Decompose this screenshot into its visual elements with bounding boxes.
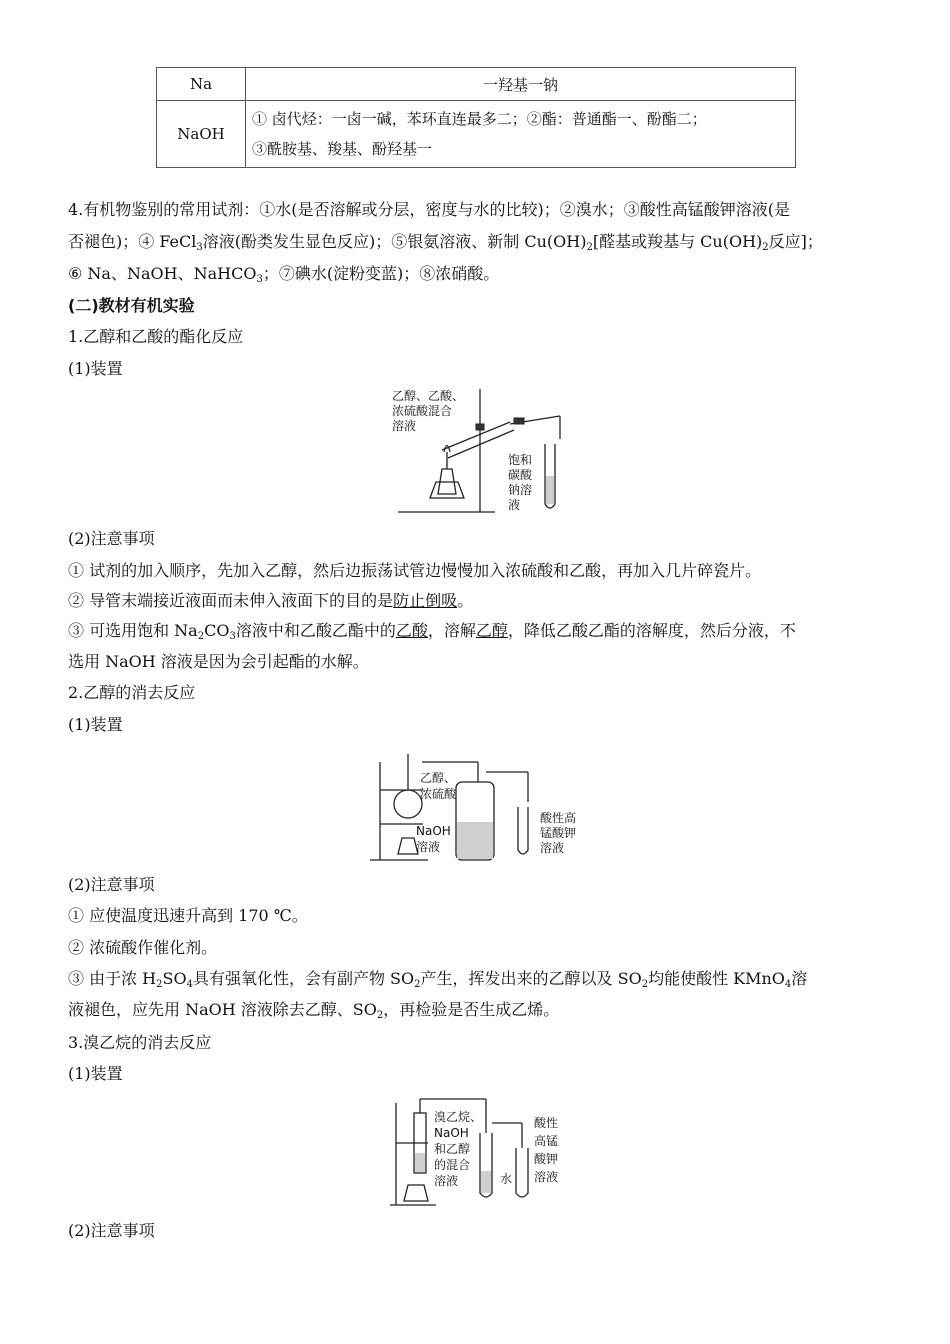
esterification-apparatus-diagram [390,384,590,519]
diagram-label: 酸性高 [540,811,577,825]
text: [醛基或羧基与 Cu(OH) [592,232,763,251]
diagram-label: 乙醇、 [420,771,457,785]
flask [394,790,422,818]
receiver-liquid [546,476,554,504]
paragraph-line: 选用 NaOH 溶液是因为会引起酯的水解。 [68,652,369,671]
paragraph-line: ② 浓硫酸作催化剂。 [68,938,218,957]
subheading: (2)注意事项 [68,529,155,548]
diagram-label: 酸性 [534,1116,559,1130]
table-cell-line: ① 卤代烃：一卤一碱，苯环直连最多二；②酯：普通酯一、酚酯二； [252,110,707,128]
paragraph-line [68,615,888,646]
naoh-solution [457,822,493,859]
table-cell-line: ③酰胺基、羧基、酚羟基一 [252,140,433,158]
text: ② 导管末端接近液面而未伸入液面下的目的是 [68,591,394,610]
table-cell-key: Na [157,68,246,101]
lamp-stand [430,482,464,498]
reagent-table [156,67,796,168]
diagram-label: 的混合 [434,1158,471,1172]
paragraph-line [68,258,888,289]
reaction-liquid [415,1153,425,1172]
text: 液褪色，应先用 NaOH 溶液除去乙醇、SO [68,1000,377,1019]
paragraph-line: ① 试剂的加入顺序，先加入乙醇，然后边振荡试管边慢慢加入浓硫酸和乙酸，再加入几片碎瓷片。 [68,561,762,580]
experiment-title: 1.乙醇和乙酸的酯化反应 [68,327,244,346]
diagram-label: 和乙醇 [434,1142,471,1156]
text: SO [162,969,187,988]
paragraph-line [68,194,888,225]
test-tube [518,807,528,854]
text: 具有强氧化性，会有副产物 SO [192,969,415,988]
elimination-apparatus-diagram [368,742,588,864]
subscript: 2 [156,979,163,990]
underlined-answer: 防止倒吸 [393,591,458,610]
diagram-label: 饱和 [508,453,533,467]
diagram-label: 浓硫酸混合 [392,404,453,418]
diagram-label: 溶液 [416,840,441,854]
subscript: 3 [256,274,263,285]
text: CO [204,621,230,640]
connector [514,418,524,424]
subscript: 4 [186,979,193,990]
diagram-label: 乙醇、乙酸、 [392,389,465,403]
water [481,1171,491,1193]
diagram-label: 钠溶 [508,483,533,497]
subscript: 3 [229,631,236,642]
subheading: (1)装置 [68,1064,123,1083]
bromoethane-apparatus-diagram [388,1093,573,1208]
subscript: 2 [641,979,649,990]
paragraph-line [68,585,888,616]
diagram-label: 溶液 [540,841,565,855]
text: ，降低乙酸乙酯的溶解度，然后分液，不 [507,621,796,640]
subscript: 2 [762,242,769,253]
diagram-label: 浓硫酸 [420,787,457,801]
diagram-label: 溶液 [392,419,417,433]
diagram-label: NaOH [416,824,451,838]
table-cell-key: NaOH [157,101,246,168]
diagram-label: 高锰 [534,1134,559,1148]
diagram-label: 溴乙烷、 [434,1110,483,1124]
experiment-title: 2.乙醇的消去反应 [68,683,196,702]
diagram-label: 锰酸钾 [540,826,577,840]
diagram-label: 酸钾 [534,1152,559,1166]
subscript: 3 [196,242,203,253]
diagram-label: 碳酸 [508,468,533,482]
paragraph-line: ① 应使温度迅速升高到 170 ℃。 [68,906,308,925]
paragraph-line [68,994,888,1025]
alcohol-lamp [404,1185,428,1201]
subheading: (1)装置 [68,359,123,378]
subheading: (1)装置 [68,715,123,734]
text: ③ 由于浓 H [68,969,157,988]
subscript: 2 [414,979,421,990]
subscript: 2 [197,631,205,642]
text: ，再检验是否生成乙烯。 [383,1000,560,1019]
text: 4.有机物鉴别的常用试剂：①水(是否溶解或分层，密度与水的比较)；②溴水；③酸性高锰酸钾溶液(是 [68,200,790,219]
subheading: (2)注意事项 [68,875,155,894]
test-tube [516,1148,528,1197]
underlined-answer: 乙醇 [475,621,508,640]
paragraph-line [68,226,888,257]
text: 否褪色)；④ FeCl [68,232,197,251]
subheading: (2)注意事项 [68,1221,155,1240]
diagram-label: NaOH [434,1126,469,1140]
text: 。 [457,591,474,610]
diagram-label: 液 [508,498,521,512]
text: 溶液中和乙酸乙酯中的 [235,621,396,640]
clamp [476,424,484,430]
table-row [157,101,796,168]
text: 产生，挥发出来的乙醇以及 SO [420,969,642,988]
diagram-label: 溶液 [534,1170,559,1184]
subscript: 2 [376,1010,384,1021]
text: ⑥ Na、NaOH、NaHCO [68,264,257,283]
text: ③ 可选用饱和 Na [68,621,198,640]
table-cell-value: 一羟基一钠 [246,68,796,101]
diagram-label: 水 [500,1172,513,1186]
text: ，溶解 [427,621,476,640]
alcohol-lamp [398,838,418,854]
experiment-title: 3.溴乙烷的消去反应 [68,1033,212,1052]
underlined-answer: 乙酸 [395,621,428,640]
subscript: 2 [586,242,593,253]
section-heading: (二)教材有机实验 [68,296,195,315]
subscript: 4 [784,979,792,990]
text: ；⑦碘水(淀粉变蓝)；⑧浓硝酸。 [262,264,500,283]
table-cell-value [246,101,796,168]
text: 溶液(酚类发生显色反应)；⑤银氨溶液、新制 Cu(OH) [202,232,587,251]
paragraph-line [68,963,888,994]
table-row [157,68,796,101]
text: 均能使酸性 KMnO [648,969,785,988]
text: 反应]； [768,232,823,251]
text: 溶 [791,969,808,988]
diagram-label: 溶液 [434,1174,459,1188]
